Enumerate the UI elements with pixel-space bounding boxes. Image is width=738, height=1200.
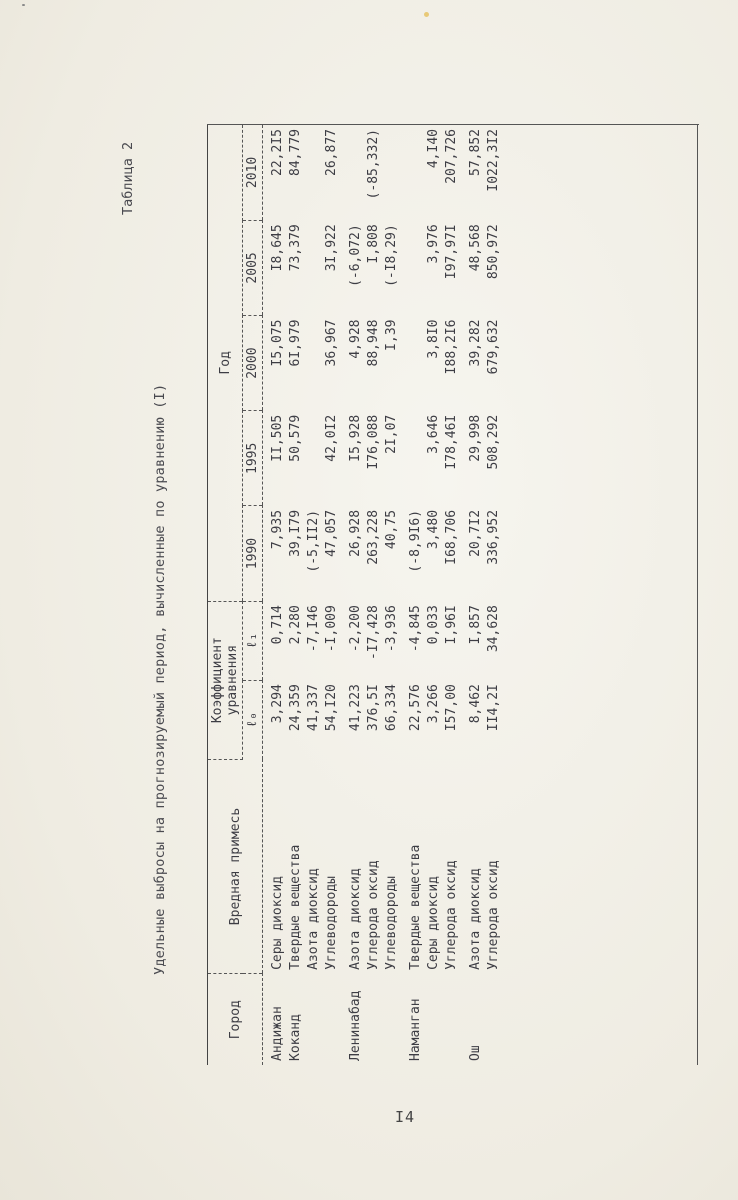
cell-1995: I5,928 [348, 414, 363, 462]
table-row [323, 125, 341, 1065]
cell-b0: 22,576 [408, 684, 423, 732]
cell-2005: 3I,922 [324, 224, 339, 272]
cell-2010 [383, 125, 401, 220]
cell-2000: I,39 [384, 319, 399, 351]
cell-2000 [305, 316, 323, 411]
cell-2005: 850,972 [486, 224, 501, 280]
cell-b0: II4,2I [486, 684, 501, 732]
cell-2000 [401, 316, 425, 411]
cell-1995: 29,998 [468, 414, 483, 462]
cell-2000: 36,967 [324, 319, 339, 367]
cell-city [323, 974, 341, 1065]
cell-2005: I8,645 [270, 224, 285, 272]
cell-1990: 39,I79 [288, 509, 303, 557]
cell-b0: 41,337 [306, 684, 321, 732]
table-row [401, 125, 425, 1065]
cell-1995: 2I,07 [384, 414, 399, 454]
cell-pollutant: Углеводороды [324, 875, 339, 970]
cell-pollutant: Углерода оксид [486, 860, 501, 970]
cell-1995: I76,088 [366, 414, 381, 470]
table-row [461, 125, 485, 1065]
cell-city [365, 974, 383, 1065]
cell-city [383, 974, 401, 1065]
cell-1990: 336,952 [486, 509, 501, 565]
cell-2010: 84,779 [288, 129, 303, 176]
cell-2000: 6I,979 [288, 319, 303, 367]
cell-1995: 42,0I2 [324, 414, 339, 462]
cell-2000: I88,2I6 [444, 319, 459, 375]
cell-2010: (-85,332) [366, 129, 381, 200]
cell-city: Наманган [408, 998, 423, 1061]
cell-2000: 88,948 [366, 319, 381, 367]
cell-b0: 3,266 [426, 684, 441, 724]
cell-b1: -3,936 [384, 605, 399, 653]
table-row [365, 125, 383, 1065]
cell-city [425, 974, 443, 1065]
cell-2010 [401, 125, 425, 220]
header-year-1995: 1995 [243, 411, 263, 506]
cell-2010: 26,877 [324, 129, 339, 176]
cell-b1: 0,033 [426, 605, 441, 645]
cell-b1: -7,I46 [306, 605, 321, 653]
table-bottom-rule [697, 125, 698, 1065]
cell-b0: 66,334 [384, 684, 399, 732]
header-pollutant: Вредная примесь [208, 759, 263, 974]
cell-2005 [401, 220, 425, 315]
table-row [305, 125, 323, 1065]
table-row [383, 125, 401, 1065]
cell-2005: I97,97I [444, 224, 459, 280]
cell-2005: I,808 [366, 224, 381, 264]
cell-pollutant: Углеводороды [384, 875, 399, 970]
cell-2010 [305, 125, 323, 220]
cell-b1: 34,628 [486, 605, 501, 653]
cell-b1: -2,200 [348, 605, 363, 653]
table-label: Таблица 2 [120, 141, 136, 215]
cell-pollutant: Твердые вещества [288, 844, 303, 970]
cell-b0: 24,359 [288, 684, 303, 732]
cell-b1: -4,845 [408, 605, 423, 653]
cell-2005: (-6,072) [348, 224, 363, 287]
cell-b1: I,857 [468, 605, 483, 645]
cell-b1: 2,280 [288, 605, 303, 645]
cell-1990: 7,935 [270, 509, 285, 550]
cell-1990: (-5,II2) [306, 509, 321, 573]
cell-b0: 54,I20 [324, 684, 339, 732]
table-row [287, 125, 305, 1065]
cell-city [305, 974, 323, 1065]
table-row [485, 125, 503, 1065]
cell-1990: 40,75 [384, 509, 399, 550]
header-year-2005: 2005 [243, 220, 263, 315]
cell-b0: 376,5I [366, 684, 381, 732]
cell-city: Ленинабад [348, 990, 363, 1061]
cell-2010: 57,852 [468, 129, 483, 176]
cell-pollutant: Серы диоксид [426, 875, 441, 970]
header-year-2010: 2010 [243, 125, 263, 220]
cell-2000: 679,632 [486, 319, 501, 375]
cell-1995: I78,46I [444, 414, 459, 470]
cell-pollutant: Азота диоксид [348, 868, 363, 970]
cell-1995: II,505 [270, 414, 285, 462]
table-row [443, 125, 461, 1065]
cell-1995: 3,646 [426, 414, 441, 454]
cell-2005: 48,568 [468, 224, 483, 272]
header-coefficient: Коэффициент уравнения [208, 601, 243, 759]
cell-city [443, 974, 461, 1065]
paper-speck [424, 12, 429, 17]
cell-2005 [305, 220, 323, 315]
header-year: Год [208, 125, 243, 601]
table-row [263, 125, 288, 1065]
table-row [425, 125, 443, 1065]
cell-pollutant: Углерода оксид [444, 860, 459, 970]
cell-b0: 8,462 [468, 684, 483, 724]
rotated-table-page [112, 85, 732, 1085]
cell-pollutant: Азота диоксид [468, 868, 483, 970]
cell-pollutant: Твердые вещества [408, 844, 423, 970]
cell-2010: I022,3I2 [486, 129, 501, 192]
header-year-2000: 2000 [243, 316, 263, 411]
cell-1990: 3,480 [426, 509, 441, 550]
header-coef-b1: ℓ₁ [243, 601, 263, 680]
cell-2005: 73,379 [288, 224, 303, 272]
cell-1995: 50,579 [288, 414, 303, 462]
header-coef-b0: ℓ₀ [243, 680, 263, 759]
cell-pollutant: Углерода оксид [366, 860, 381, 970]
cell-1990: I68,706 [444, 509, 459, 565]
cell-2000: 3,8I0 [426, 319, 441, 359]
cell-2010: 22,2I5 [270, 129, 285, 176]
cell-b0: 41,223 [348, 684, 363, 732]
cell-1990: 20,7I2 [468, 509, 483, 557]
cell-pollutant: Азота диоксид [306, 868, 321, 970]
cell-city [485, 974, 503, 1065]
header-city: Город [208, 974, 263, 1065]
cell-2000: 4,928 [348, 319, 363, 359]
table-row [341, 125, 365, 1065]
cell-2010: 207,726 [444, 129, 459, 184]
cell-2005: 3,976 [426, 224, 441, 264]
cell-2000: 39,282 [468, 319, 483, 367]
cell-2010: 4,I40 [426, 129, 441, 169]
cell-pollutant: Серы диоксид [270, 875, 285, 970]
cell-b1: -I,009 [324, 605, 339, 653]
cell-1995 [401, 411, 425, 506]
header-year-1990: 1990 [243, 506, 263, 601]
cell-1990: (-8,9I6) [408, 509, 423, 573]
cell-b0: I57,00 [444, 684, 459, 732]
table-caption: Удельные выбросы на прогнозируемый период, вычисленные по уравнению (I) [152, 383, 168, 975]
cell-1990: 47,057 [324, 509, 339, 557]
emissions-table [207, 125, 503, 1065]
cell-1995 [305, 411, 323, 506]
paper-speck [22, 4, 25, 6]
cell-city: Андижан [270, 1006, 285, 1061]
cell-city: Коканд [288, 1014, 303, 1061]
cell-1990: 263,228 [366, 509, 381, 565]
cell-b1: 0,714 [270, 605, 285, 645]
cell-b1: -I7,428 [366, 605, 381, 660]
cell-city: Ош [468, 1045, 483, 1061]
cell-b0: 3,294 [270, 684, 285, 724]
cell-1995: 508,292 [486, 414, 501, 470]
cell-2005: (-I8,29) [384, 224, 399, 287]
cell-2010 [341, 125, 365, 220]
cell-1990: 26,928 [348, 509, 363, 557]
page-number: I4 [395, 1108, 416, 1126]
table-right-rule [207, 124, 699, 125]
cell-2000: I5,075 [270, 319, 285, 367]
cell-b1: I,96I [444, 605, 459, 645]
